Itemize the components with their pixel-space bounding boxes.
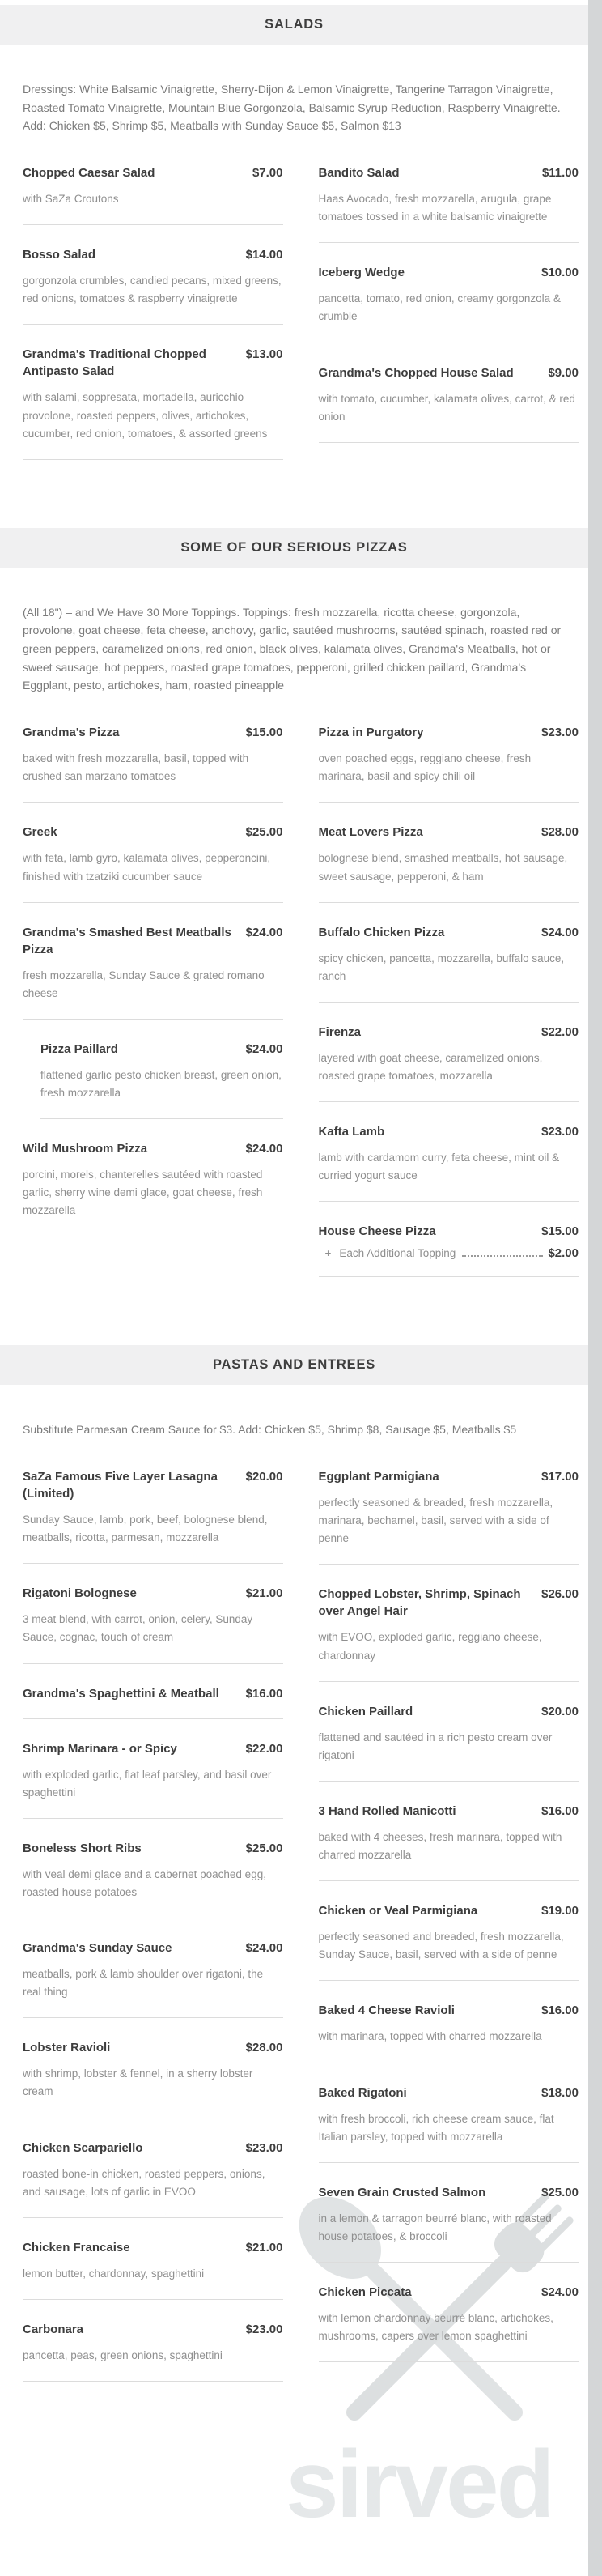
section-header-band bbox=[0, 528, 588, 568]
item-name: Kafta Lamb bbox=[318, 1125, 385, 1139]
item-name: Bandito Salad bbox=[318, 166, 400, 181]
item-name: Rigatoni Bolognese bbox=[23, 1586, 137, 1601]
menu-item-header bbox=[319, 1223, 579, 1240]
menu-item-header bbox=[319, 1586, 579, 1620]
menu-item-header bbox=[319, 264, 579, 281]
item-name: Grandma's Traditional Chopped Antipasto Salad bbox=[23, 347, 206, 379]
item-divider bbox=[319, 1201, 579, 1202]
menu-item bbox=[319, 2002, 579, 2063]
item-description: Haas Avocado, fresh mozzarella, arugula, grape tomatoes tossed in a white balsamic vinaigrette bbox=[318, 193, 552, 224]
item-name: Seven Grain Crusted Salmon bbox=[318, 2185, 486, 2199]
menu-item-header bbox=[23, 924, 283, 958]
menu-item-header bbox=[23, 346, 283, 380]
menu-item bbox=[23, 1468, 283, 1564]
plus-sign: + bbox=[324, 1247, 332, 1260]
menu-item-header bbox=[23, 1840, 283, 1857]
item-description: with lemon chardonnay beurré blanc, artichokes, mushrooms, capers over lemon spaghettini bbox=[318, 2312, 553, 2343]
menu-sections bbox=[0, 5, 588, 2403]
menu-item-header bbox=[23, 824, 283, 841]
menu-item bbox=[23, 2239, 283, 2300]
item-description: spicy chicken, pancetta, mozzarella, buffalo sauce, ranch bbox=[318, 952, 565, 982]
item-price: $15.00 bbox=[245, 726, 283, 740]
menu-item-header bbox=[23, 2239, 283, 2256]
menu-item bbox=[23, 1140, 283, 1237]
item-price: $24.00 bbox=[541, 2285, 579, 2300]
item-description: with fresh broccoli, rich cheese cream sauce, flat Italian parsley, topped with mozzarella bbox=[318, 2112, 554, 2143]
item-divider bbox=[23, 902, 283, 903]
item-name: Grandma's Pizza bbox=[23, 726, 120, 740]
item-description: with veal demi glace and a cabernet poached egg, roasted house potatoes bbox=[23, 1867, 266, 1898]
item-name: Wild Mushroom Pizza bbox=[23, 1142, 148, 1156]
item-name: Chopped Lobster, Shrimp, Spinach over Angel Hair bbox=[318, 1587, 521, 1619]
item-description: flattened and sautéed in a rich pesto cream over rigatoni bbox=[318, 1731, 553, 1761]
item-name: Chicken Francaise bbox=[23, 2240, 130, 2255]
section-header-band bbox=[0, 5, 588, 45]
item-price: $11.00 bbox=[541, 166, 579, 181]
item-price: $24.00 bbox=[245, 1142, 283, 1156]
menu-item-header bbox=[319, 164, 579, 181]
column-right bbox=[319, 724, 579, 1298]
menu-item-header bbox=[23, 1939, 283, 1956]
column-right bbox=[319, 1468, 579, 2403]
item-divider bbox=[23, 1663, 283, 1664]
item-price: $23.00 bbox=[245, 2140, 283, 2155]
menu-item-header bbox=[319, 1024, 579, 1041]
item-description: baked with 4 cheeses, fresh marinara, topped with charred mozzarella bbox=[318, 1830, 562, 1862]
menu-item bbox=[23, 824, 283, 902]
item-price: $25.00 bbox=[245, 825, 283, 840]
item-divider bbox=[319, 1781, 579, 1782]
item-divider bbox=[319, 2162, 579, 2163]
section-title: SOME OF OUR SERIOUS PIZZAS bbox=[180, 539, 408, 555]
menu-item bbox=[319, 724, 579, 803]
item-price: $24.00 bbox=[245, 925, 283, 939]
menu-item-header bbox=[23, 724, 283, 741]
menu-item-header bbox=[319, 2002, 579, 2019]
menu-item-header bbox=[319, 2084, 579, 2101]
menu-item bbox=[23, 346, 283, 459]
item-price: $19.00 bbox=[541, 1904, 579, 1918]
item-divider bbox=[319, 1101, 579, 1102]
item-description: baked with fresh mozzarella, basil, topped with crushed san marzano tomatoes bbox=[23, 752, 249, 783]
menu-item bbox=[23, 924, 283, 1020]
item-price: $21.00 bbox=[245, 1586, 283, 1601]
item-divider bbox=[40, 1118, 283, 1119]
menu-item-header bbox=[319, 364, 579, 381]
item-name: Shrimp Marinara - or Spicy bbox=[23, 1741, 177, 1756]
item-price: $16.00 bbox=[541, 2003, 579, 2018]
menu-item bbox=[23, 1840, 283, 1918]
menu-item bbox=[40, 1041, 283, 1119]
menu-item-header bbox=[23, 1740, 283, 1757]
section-intro: Substitute Parmesan Cream Sauce for $3. Add: Chicken $5, Shrimp $8, Sausage $5, Meatballs $5 bbox=[23, 1423, 517, 1437]
item-description: perfectly seasoned and breaded, fresh mozzarella, Sunday Sauce, basil, served with a side of penne bbox=[318, 1931, 564, 1961]
item-price: $23.00 bbox=[541, 726, 579, 740]
menu-item bbox=[23, 1939, 283, 2018]
menu-item-header bbox=[23, 2140, 283, 2157]
menu-item bbox=[23, 164, 283, 225]
item-price: $20.00 bbox=[541, 1704, 579, 1718]
page-right-strip bbox=[588, 0, 602, 2576]
item-divider bbox=[23, 1718, 283, 1719]
item-description: with SaZa Croutons bbox=[23, 193, 119, 206]
item-name: 3 Hand Rolled Manicotti bbox=[318, 1803, 456, 1818]
section-intro: (All 18") – and We Have 30 More Toppings. Toppings: fresh mozzarella, ricotta cheese, gorgonzola, provolone, goat cheese, feta cheese, anchovy, garlic, sautéed mushrooms, sautéed spinach, roasted red or green peppers, caramelized onions, red onion, black olives, kalamata olives, Grandma's Meatballs, hot or sweet sausage, hot peppers, roasted grape tomatoes, pepperoni, grilled chicken paillard, Grandma's Eggplant, pesto, artichokes, ham, roasted pineapple bbox=[23, 605, 562, 692]
menu-section bbox=[0, 5, 588, 481]
item-description: porcini, morels, chanterelles sautéed with roasted garlic, sherry wine demi glace, goat cheese, fresh mozzarella bbox=[23, 1169, 263, 1217]
menu-item bbox=[23, 1585, 283, 1663]
item-description: with salami, soppresata, mortadella, auricchio provolone, roasted peppers, olives, artichokes, cucumber, red onion, tomatoes, & assorted greens bbox=[23, 391, 268, 440]
item-description: with feta, lamb gyro, kalamata olives, pepperoncini, finished with tzatziki cucumber sauce bbox=[23, 852, 271, 883]
menu-item bbox=[23, 1740, 283, 1819]
item-price: $15.00 bbox=[541, 1224, 579, 1239]
item-divider bbox=[319, 802, 579, 803]
item-name: SaZa Famous Five Layer Lasagna (Limited) bbox=[23, 1470, 218, 1501]
item-divider bbox=[23, 2217, 283, 2218]
menu-item-header bbox=[23, 1468, 283, 1502]
item-name: Lobster Ravioli bbox=[23, 2041, 111, 2055]
item-divider bbox=[319, 902, 579, 903]
item-description: fresh mozzarella, Sunday Sauce & grated romano cheese bbox=[23, 969, 265, 999]
item-description: with EVOO, exploded garlic, reggiano cheese, chardonnay bbox=[318, 1631, 542, 1662]
item-description: Sunday Sauce, lamb, pork, beef, bolognese blend, meatballs, ricotta, parmesan, mozzarella bbox=[23, 1514, 268, 1544]
menu-item-header bbox=[23, 1140, 283, 1157]
item-description: with exploded garlic, flat leaf parsley, and basil over spaghettini bbox=[23, 1768, 272, 1799]
item-divider bbox=[23, 2299, 283, 2300]
section-columns bbox=[23, 724, 579, 1298]
item-price: $22.00 bbox=[541, 1024, 579, 1039]
item-description: pancetta, peas, green onions, spaghettini bbox=[23, 2348, 223, 2361]
item-price: $13.00 bbox=[245, 347, 283, 362]
item-name: Greek bbox=[23, 825, 57, 840]
column-left bbox=[23, 1468, 283, 2403]
item-price: $26.00 bbox=[541, 1587, 579, 1602]
item-name: Buffalo Chicken Pizza bbox=[318, 925, 445, 939]
item-name: Grandma's Smashed Best Meatballs Pizza bbox=[23, 925, 231, 956]
item-description: layered with goat cheese, caramelized onions, roasted grape tomatoes, mozzarella bbox=[318, 1051, 543, 1082]
item-name: Boneless Short Ribs bbox=[23, 1841, 142, 1855]
section-columns bbox=[23, 1468, 579, 2403]
menu-item-header bbox=[40, 1041, 283, 1058]
item-price: $21.00 bbox=[245, 2240, 283, 2255]
addon-label: Each Additional Topping bbox=[339, 1247, 456, 1260]
menu-item-header bbox=[319, 924, 579, 941]
menu-section bbox=[0, 1345, 588, 2403]
menu-item bbox=[319, 2084, 579, 2163]
menu-item-header bbox=[319, 1803, 579, 1820]
item-price: $16.00 bbox=[541, 1803, 579, 1818]
item-name: Chopped Caesar Salad bbox=[23, 166, 155, 181]
menu-item bbox=[319, 1902, 579, 1981]
menu-section bbox=[0, 528, 588, 1299]
item-divider bbox=[23, 2017, 283, 2018]
item-description: lamb with cardamom curry, feta cheese, mint oil & curried yogurt sauce bbox=[318, 1152, 560, 1182]
item-divider bbox=[319, 1564, 579, 1565]
item-price: $17.00 bbox=[541, 1470, 579, 1484]
item-price: $14.00 bbox=[245, 248, 283, 262]
item-divider bbox=[23, 324, 283, 325]
item-description: roasted bone-in chicken, roasted peppers, onions, and sausage, lots of garlic in EVOO bbox=[23, 2167, 265, 2198]
item-divider bbox=[23, 224, 283, 225]
section-title: SALADS bbox=[265, 17, 324, 32]
item-description: lemon butter, chardonnay, spaghettini bbox=[23, 2267, 205, 2280]
item-description: with marinara, topped with charred mozzarella bbox=[318, 2030, 542, 2043]
item-divider bbox=[23, 1563, 283, 1564]
item-price: $18.00 bbox=[541, 2085, 579, 2100]
item-description: in a lemon & tarragon beurré blanc, with roasted house potatoes, & broccoli bbox=[318, 2212, 552, 2242]
item-name: Eggplant Parmigiana bbox=[318, 1470, 439, 1484]
menu-item bbox=[319, 364, 579, 443]
menu-item bbox=[319, 1024, 579, 1102]
watermark-wordmark: sirved bbox=[286, 2431, 553, 2538]
item-name: Baked Rigatoni bbox=[318, 2085, 407, 2100]
item-description: bolognese blend, smashed meatballs, hot sausage, sweet sausage, pepperoni, & ham bbox=[318, 852, 568, 883]
item-description: gorgonzola crumbles, candied pecans, mixed greens, red onions, tomatoes & raspberry vinaigrette bbox=[23, 275, 282, 305]
item-description: flattened garlic pesto chicken breast, green onion, fresh mozzarella bbox=[40, 1068, 282, 1099]
item-name: Chicken Piccata bbox=[318, 2285, 412, 2300]
item-divider bbox=[319, 1880, 579, 1881]
item-name: Chicken Scarpariello bbox=[23, 2140, 143, 2155]
menu-item bbox=[319, 2284, 579, 2362]
item-price: $7.00 bbox=[252, 166, 283, 181]
addon-price: $2.00 bbox=[548, 1246, 579, 1261]
item-divider bbox=[319, 1276, 579, 1277]
menu-item-header bbox=[23, 1585, 283, 1602]
item-price: $25.00 bbox=[245, 1841, 283, 1855]
menu-item bbox=[319, 1703, 579, 1782]
item-divider bbox=[319, 1980, 579, 1981]
menu-item bbox=[23, 2321, 283, 2382]
menu-item-header bbox=[23, 164, 283, 181]
menu-item bbox=[319, 1468, 579, 1565]
item-price: $28.00 bbox=[541, 825, 579, 840]
menu-item-header bbox=[319, 1123, 579, 1140]
section-intro: Dressings: White Balsamic Vinaigrette, Sherry-Dijon & Lemon Vinaigrette, Tangerine Tarragon Vinaigrette, Roasted Tomato Vinaigrette, Mountain Blue Gorgonzola, Balsamic Syrup Reduction, Raspberry Vinaigrette. Add: Chicken $5, Shrimp $5, Meatballs with Sunday Sauce $5, Salmon $13 bbox=[23, 83, 561, 133]
item-description: perfectly seasoned & breaded, fresh mozzarella, marinara, bechamel, basil, served with a side of penne bbox=[318, 1497, 553, 1545]
item-description: meatballs, pork & lamb shoulder over rigatoni, the real thing bbox=[23, 1968, 264, 1999]
item-price: $25.00 bbox=[541, 2185, 579, 2199]
item-divider bbox=[319, 2361, 579, 2362]
item-divider bbox=[23, 459, 283, 460]
menu-item bbox=[319, 1803, 579, 1881]
menu-item-header bbox=[319, 824, 579, 841]
menu-item bbox=[23, 2039, 283, 2118]
item-divider bbox=[23, 2381, 283, 2382]
menu-item bbox=[319, 164, 579, 243]
dotted-leader bbox=[462, 1255, 543, 1257]
item-name: Grandma's Sunday Sauce bbox=[23, 1941, 172, 1956]
item-divider bbox=[319, 1681, 579, 1682]
item-price: $20.00 bbox=[245, 1470, 283, 1484]
item-addon-row bbox=[320, 1246, 579, 1260]
section-header-band bbox=[0, 1345, 588, 1385]
menu-item bbox=[23, 2140, 283, 2218]
column-left bbox=[23, 164, 283, 481]
item-price: $22.00 bbox=[245, 1741, 283, 1756]
menu-item-header bbox=[319, 2284, 579, 2301]
menu-item-header bbox=[23, 2039, 283, 2056]
item-name: Iceberg Wedge bbox=[318, 266, 405, 280]
item-price: $24.00 bbox=[541, 925, 579, 939]
item-name: Meat Lovers Pizza bbox=[318, 825, 423, 840]
item-divider bbox=[319, 442, 579, 443]
item-price: $24.00 bbox=[245, 1941, 283, 1956]
menu-item bbox=[23, 1685, 283, 1719]
menu-item bbox=[319, 264, 579, 343]
menu-item-header bbox=[319, 1703, 579, 1720]
column-right bbox=[319, 164, 579, 481]
menu-item bbox=[319, 1223, 579, 1277]
item-name: Grandma's Chopped House Salad bbox=[318, 365, 514, 380]
item-description: 3 meat blend, with carrot, onion, celery, Sunday Sauce, cognac, touch of cream bbox=[23, 1613, 253, 1644]
item-divider bbox=[319, 2262, 579, 2263]
item-description: oven poached eggs, reggiano cheese, fresh marinara, basil and spicy chili oil bbox=[318, 752, 532, 783]
item-divider bbox=[23, 802, 283, 803]
item-description: with tomato, cucumber, kalamata olives, carrot, & red onion bbox=[318, 392, 575, 423]
item-price: $16.00 bbox=[245, 1686, 283, 1701]
item-name: Baked 4 Cheese Ravioli bbox=[318, 2003, 455, 2018]
item-name: Pizza in Purgatory bbox=[318, 726, 424, 740]
menu-item bbox=[319, 2184, 579, 2263]
item-name: Bosso Salad bbox=[23, 248, 96, 262]
menu-item-header bbox=[319, 724, 579, 741]
menu-item-header bbox=[23, 1685, 283, 1702]
item-divider bbox=[319, 1002, 579, 1003]
item-name: Firenza bbox=[318, 1024, 362, 1039]
menu-item-header bbox=[319, 1902, 579, 1919]
item-description: pancetta, tomato, red onion, creamy gorgonzola & crumble bbox=[318, 292, 561, 323]
menu-item bbox=[23, 724, 283, 803]
column-left bbox=[23, 724, 283, 1298]
menu-item bbox=[23, 246, 283, 325]
item-divider bbox=[23, 1019, 283, 1020]
section-title: PASTAS AND ENTREES bbox=[212, 1357, 376, 1373]
menu-item-header bbox=[319, 1468, 579, 1485]
item-divider bbox=[319, 242, 579, 243]
item-price: $24.00 bbox=[245, 1041, 283, 1056]
item-name: Chicken or Veal Parmigiana bbox=[318, 1904, 478, 1918]
menu-item bbox=[319, 1123, 579, 1202]
item-price: $23.00 bbox=[541, 1125, 579, 1139]
item-name: Grandma's Spaghettini & Meatball bbox=[23, 1686, 219, 1701]
item-divider bbox=[23, 1818, 283, 1819]
item-name: House Cheese Pizza bbox=[318, 1224, 436, 1239]
item-name: Carbonara bbox=[23, 2322, 84, 2336]
section-columns bbox=[23, 164, 579, 481]
menu-item bbox=[319, 1586, 579, 1681]
item-price: $10.00 bbox=[541, 266, 579, 280]
item-name: Pizza Paillard bbox=[40, 1041, 118, 1056]
item-name: Chicken Paillard bbox=[318, 1704, 413, 1718]
item-price: $9.00 bbox=[548, 365, 579, 380]
menu-item bbox=[319, 924, 579, 1003]
item-price: $28.00 bbox=[245, 2041, 283, 2055]
menu-item-header bbox=[319, 2184, 579, 2201]
item-price: $23.00 bbox=[245, 2322, 283, 2336]
item-description: with shrimp, lobster & fennel, in a sherry lobster cream bbox=[23, 2067, 253, 2098]
menu-item bbox=[319, 824, 579, 902]
menu-item-header bbox=[23, 246, 283, 263]
menu-item-header bbox=[23, 2321, 283, 2338]
